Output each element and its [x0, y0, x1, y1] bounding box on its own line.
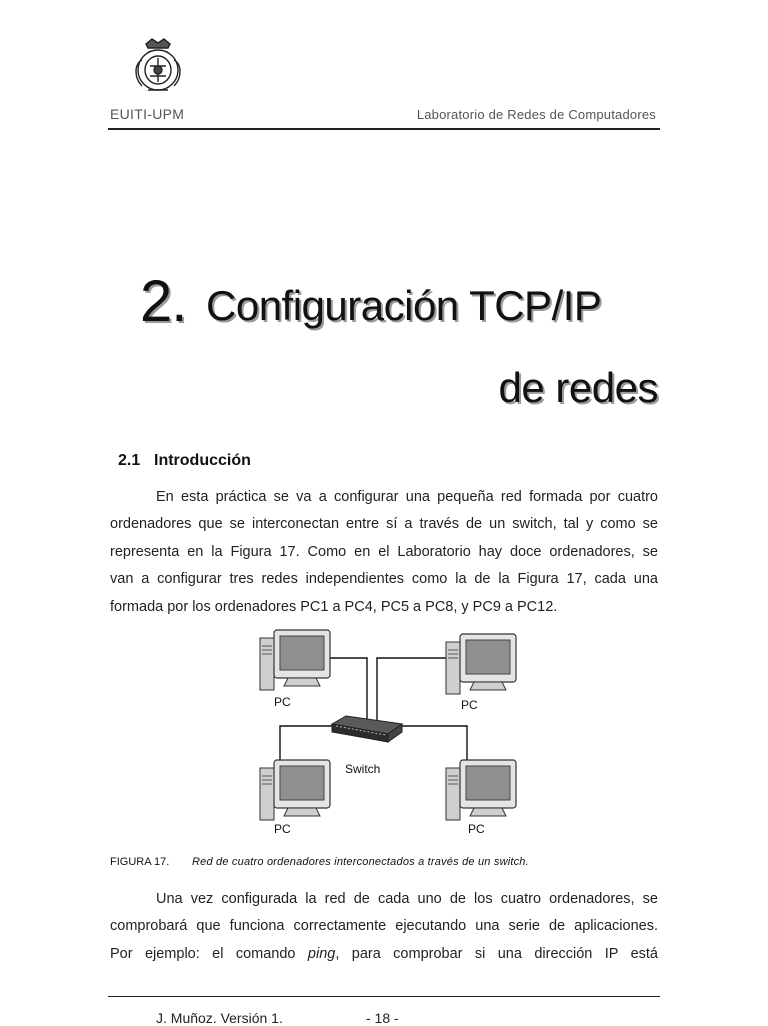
page-number: - 18 -	[366, 1010, 399, 1026]
section-number: 2.1	[118, 452, 141, 469]
network-diagram	[250, 626, 520, 844]
pc-label: PC	[274, 695, 291, 709]
paragraph-line: En esta práctica se va a configurar una pequeña red formada por cuatro	[156, 489, 658, 505]
pc-label: PC	[468, 822, 485, 836]
footer-author: J. Muñoz. Versión 1.	[156, 1010, 283, 1026]
chapter-title-line2: de redes	[498, 364, 658, 411]
computer-icon	[446, 634, 516, 694]
paragraph-line: comprobará que funciona correctamente ejecutando una serie de aplicaciones.	[110, 918, 658, 935]
chapter-title-line1: Configuración TCP/IP	[206, 282, 602, 329]
figure-caption-text: Red de cuatro ordenadores interconectados a través de un switch.	[192, 856, 529, 868]
computer-icon	[446, 760, 516, 820]
intro-paragraph	[110, 484, 658, 621]
section-title: Introducción	[154, 452, 251, 469]
header-course-title: Laboratorio de Redes de Computadores	[416, 107, 656, 122]
second-paragraph	[110, 886, 658, 968]
header-institution: EUITI-UPM	[110, 106, 185, 122]
paragraph-line	[110, 941, 658, 968]
university-crest-logo	[128, 36, 188, 96]
paragraph-text: Por ejemplo: el comando	[110, 945, 308, 962]
figure-caption-label: FIGURA 17.	[110, 856, 170, 868]
pc-label: PC	[274, 822, 291, 836]
paragraph-text: , para comprobar si una dirección IP está	[335, 945, 658, 962]
footer-divider	[108, 996, 660, 997]
chapter-number: 2.	[140, 269, 187, 334]
header-divider	[108, 128, 660, 130]
computer-icon	[260, 760, 330, 820]
command-name: ping	[307, 945, 336, 962]
paragraph-line: ordenadores que se interconectan entre sí a través de un switch, tal y como se	[110, 516, 658, 533]
switch-icon	[332, 716, 402, 742]
paragraph-line: representa en la Figura 17. Como en el Laboratorio hay doce ordenadores, se	[110, 543, 658, 560]
paragraph-line: Una vez configurada la red de cada uno de los cuatro ordenadores, se	[156, 891, 658, 907]
paragraph-line: formada por los ordenadores PC1 a PC4, PC5 a PC8, y PC9 a PC12.	[110, 598, 558, 615]
switch-label: Switch	[345, 762, 381, 776]
pc-label: PC	[461, 698, 478, 712]
paragraph-line: van a configurar tres redes independientes como la de la Figura 17, cada una	[110, 571, 658, 588]
computer-icon	[260, 630, 330, 690]
